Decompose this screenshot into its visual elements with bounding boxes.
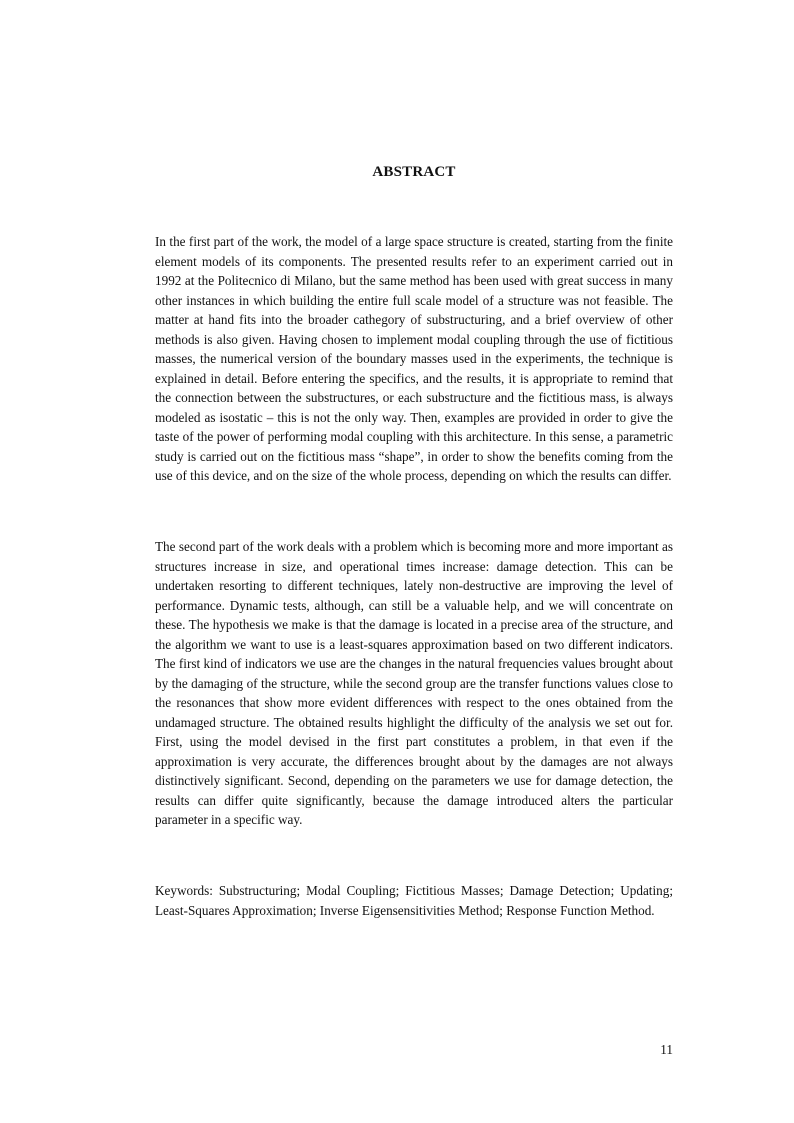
abstract-paragraph-1: In the first part of the work, the model of a large space structure is created, starting from the finite element models of its components. The presented results refer to an experiment carried out in 1992 at the Politecnico di Milano, but the same method has been used with great success in many other instances in which building the entire full scale model of a structure was not feasible. The matter at hand fits into the broader cathegory of substructuring, and a brief overview of other methods is also given. Having chosen to implement modal coupling through the use of fictitious masses, the numerical version of the boundary masses used in the experiments, the technique is explained in detail. Before entering the specifics, and the results, it is appropriate to remind that the connection between the substructures, or each substructure and the fictitious mass, is always modeled as isostatic – this is not the only way. Then, examples are provided in order to give the taste of the power of performing modal coupling with this architecture. In this sense, a parametric study is carried out on the fictitious mass “shape”, in order to show the benefits coming from the use of this device, and on the size of the whole process, depending on which the results can differ. [155,234,673,483]
abstract-paragraph-2: The second part of the work deals with a problem which is becoming more and more important as structures increase in size, and operational times increase: damage detection. This can be undertaken resorting to different techniques, lately non-destructive are improving the level of performance. Dynamic tests, although, can still be a valuable help, and we will concentrate on these. The hypothesis we make is that the damage is located in a precise area of the structure, and the algorithm we want to use is a least-squares approximation based on two different indicators. The first kind of indicators we use are the changes in the natural frequencies values brought about by the damaging of the structure, while the second group are the transfer functions values close to the resonances that show more evident differences with respect to the ones obtained from the undamaged structure. The obtained results highlight the difficulty of the analysis we set out for. First, using the model devised in the first part constitutes a problem, in that even if the approximation is very accurate, the differences brought about by the damages are not always distinctively significant. Second, depending on the parameters we use for damage detection, the results can differ quite significantly, because the damage introduced alters the particular parameter in a specific way. [155,539,673,827]
page-number: 11 [660,1042,673,1057]
keywords-paragraph: Keywords: Substructuring; Modal Coupling; Fictitious Masses; Damage Detection; Updating; Least-Squares Approximation; Inverse Eigensensitivities Method; Response Function Method. [155,883,673,918]
abstract-heading: ABSTRACT [372,164,456,180]
